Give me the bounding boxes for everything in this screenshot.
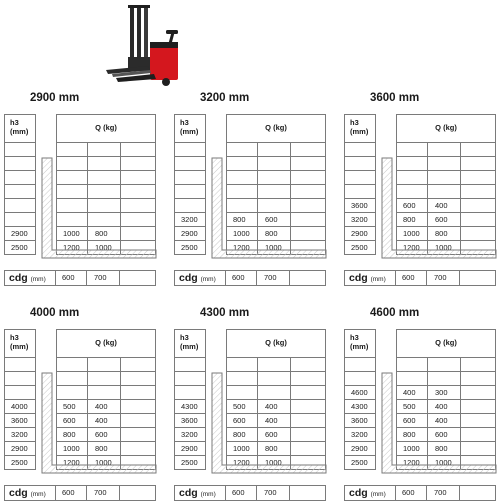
h3-row [174, 143, 206, 157]
cdg-value: 700 [427, 486, 460, 500]
h3-row: 2500 [174, 241, 206, 255]
h3-row [174, 157, 206, 171]
q-cell: 600 [258, 428, 291, 441]
q-cell [57, 143, 88, 156]
h3-row: 3600 [344, 199, 376, 213]
q-cell: 1000 [397, 227, 428, 240]
q-cell: 1200 [57, 456, 88, 469]
q-cell: 1000 [397, 442, 428, 455]
h3-row [344, 171, 376, 185]
q-header: Q (kg) [56, 114, 156, 143]
q-header: Q (kg) [396, 329, 496, 358]
h3-row [4, 185, 36, 199]
q-cell: 400 [88, 414, 121, 427]
cdg-label [174, 270, 226, 286]
h3-row: 3200 [344, 428, 376, 442]
fork-outline [42, 158, 156, 258]
cdg-values [226, 485, 326, 501]
capacity-panel [172, 307, 324, 499]
panel-title: 4300 mm [200, 307, 250, 319]
h3-row [4, 157, 36, 171]
cdg-unit: (mm) [370, 491, 386, 498]
h3-label: h3 [10, 118, 19, 127]
q-cell: 1000 [88, 241, 121, 254]
cdg-unit: (mm) [370, 276, 386, 283]
h3-unit: (mm) [180, 127, 199, 136]
q-header: Q (kg) [396, 114, 496, 143]
fork-diagram [206, 158, 328, 260]
q-cell: 800 [227, 213, 258, 226]
cdg-value: 700 [87, 486, 120, 500]
h3-unit: (mm) [10, 342, 29, 351]
h3-row [4, 358, 36, 372]
q-cell: 400 [428, 414, 461, 427]
q-cell: 800 [88, 227, 121, 240]
q-cell [428, 143, 461, 156]
h3-row: 4300 [344, 400, 376, 414]
q-cell: 1000 [227, 227, 258, 240]
h3-header [344, 114, 376, 143]
q-cell: 500 [227, 400, 258, 413]
cdg-values [226, 270, 326, 286]
h3-row: 4600 [344, 386, 376, 400]
h3-row [174, 199, 206, 213]
h3-row: 3600 [344, 414, 376, 428]
fork-outline [382, 373, 496, 473]
q-cell: 600 [88, 428, 121, 441]
q-cell: 1000 [57, 227, 88, 240]
h3-row: 3200 [174, 213, 206, 227]
q-cell [227, 143, 258, 156]
panel-title: 4600 mm [370, 307, 420, 319]
h3-label: h3 [180, 333, 189, 342]
q-cell: 600 [397, 199, 428, 212]
fork-diagram [376, 373, 498, 475]
electric-pallet-stacker-icon [104, 2, 194, 92]
q-cell: 1200 [397, 456, 428, 469]
cdg-value: 700 [87, 271, 120, 285]
q-cell: 800 [397, 213, 428, 226]
q-cell: 1000 [57, 442, 88, 455]
fork-diagram [36, 158, 158, 260]
q-cell: 600 [397, 414, 428, 427]
cdg-value: 700 [257, 486, 290, 500]
q-cell: 400 [258, 400, 291, 413]
h3-row: 2500 [174, 456, 206, 470]
h3-row: 4000 [4, 400, 36, 414]
h3-row: 2900 [174, 442, 206, 456]
fork-outline [212, 158, 326, 258]
cdg-text: cdg [349, 272, 368, 284]
q-header: Q (kg) [226, 329, 326, 358]
q-cell: 800 [258, 227, 291, 240]
h3-row [4, 213, 36, 227]
q-row [396, 358, 496, 372]
q-cell: 600 [227, 414, 258, 427]
fork-diagram [376, 158, 498, 260]
q-cell: 800 [397, 428, 428, 441]
q-cell: 800 [227, 428, 258, 441]
h3-row: 2500 [344, 241, 376, 255]
q-cell [88, 358, 121, 371]
h3-row [344, 143, 376, 157]
q-row [226, 358, 326, 372]
h3-row [174, 358, 206, 372]
q-cell: 800 [428, 442, 461, 455]
cdg-label [344, 485, 396, 501]
cdg-value: 600 [56, 486, 87, 500]
h3-row: 2500 [4, 241, 36, 255]
h3-row [4, 372, 36, 386]
cdg-label [4, 270, 56, 286]
q-cell [397, 143, 428, 156]
fork-diagram [206, 373, 328, 475]
cdg-value: 600 [396, 271, 427, 285]
cdg-value: 600 [56, 271, 87, 285]
h3-row [174, 372, 206, 386]
h3-row [4, 143, 36, 157]
cdg-unit: (mm) [30, 491, 46, 498]
h3-label: h3 [10, 333, 19, 342]
q-cell [258, 358, 291, 371]
q-cell [258, 143, 291, 156]
q-cell: 800 [57, 428, 88, 441]
q-cell: 1000 [227, 442, 258, 455]
h3-row: 2900 [344, 442, 376, 456]
cdg-value: 600 [226, 486, 257, 500]
capacity-panel [342, 307, 494, 499]
q-cell [88, 143, 121, 156]
h3-row: 3200 [344, 213, 376, 227]
cdg-text: cdg [349, 487, 368, 499]
cdg-values [56, 485, 156, 501]
h3-row: 2900 [4, 227, 36, 241]
q-cell: 600 [428, 428, 461, 441]
cdg-unit: (mm) [200, 491, 216, 498]
h3-label: h3 [350, 118, 359, 127]
q-cell: 600 [258, 213, 291, 226]
h3-row [344, 358, 376, 372]
panel-title: 2900 mm [30, 92, 80, 104]
q-header: Q (kg) [56, 329, 156, 358]
h3-row [344, 372, 376, 386]
h3-row [4, 199, 36, 213]
cdg-label [344, 270, 396, 286]
cdg-label [174, 485, 226, 501]
h3-row: 2900 [174, 227, 206, 241]
cdg-value: 700 [427, 271, 460, 285]
q-cell: 800 [258, 442, 291, 455]
h3-row: 3600 [4, 414, 36, 428]
q-cell: 400 [88, 400, 121, 413]
q-cell: 1200 [57, 241, 88, 254]
h3-row [4, 171, 36, 185]
capacity-panel [2, 92, 154, 284]
q-cell: 500 [57, 400, 88, 413]
q-cell: 300 [428, 386, 461, 399]
fork-outline [382, 158, 496, 258]
q-row [396, 143, 496, 157]
panel-title: 4000 mm [30, 307, 80, 319]
h3-row [4, 386, 36, 400]
h3-row: 2900 [344, 227, 376, 241]
q-cell: 1200 [227, 241, 258, 254]
panel-title: 3600 mm [370, 92, 420, 104]
q-cell: 1000 [428, 241, 461, 254]
cdg-values [396, 485, 496, 501]
capacity-panel [2, 307, 154, 499]
q-row [226, 143, 326, 157]
h3-unit: (mm) [180, 342, 199, 351]
h3-header [344, 329, 376, 358]
cdg-text: cdg [179, 272, 198, 284]
capacity-panel [342, 92, 494, 284]
h3-header [4, 114, 36, 143]
q-cell: 400 [428, 400, 461, 413]
cdg-label [4, 485, 56, 501]
q-cell: 1000 [88, 456, 121, 469]
h3-row [174, 386, 206, 400]
q-cell [397, 358, 428, 371]
q-cell: 1000 [258, 241, 291, 254]
cdg-unit: (mm) [200, 276, 216, 283]
q-header: Q (kg) [226, 114, 326, 143]
h3-row: 2900 [4, 442, 36, 456]
h3-row [344, 185, 376, 199]
q-cell [57, 358, 88, 371]
q-cell: 400 [397, 386, 428, 399]
q-cell: 500 [397, 400, 428, 413]
q-cell: 1000 [258, 456, 291, 469]
q-row [56, 358, 156, 372]
panel-title: 3200 mm [200, 92, 250, 104]
h3-header [4, 329, 36, 358]
cdg-text: cdg [9, 487, 28, 499]
h3-header [174, 114, 206, 143]
h3-row: 3200 [174, 428, 206, 442]
fork-outline [42, 373, 156, 473]
cdg-text: cdg [9, 272, 28, 284]
h3-unit: (mm) [350, 127, 369, 136]
cdg-values [56, 270, 156, 286]
h3-row: 4300 [174, 400, 206, 414]
h3-label: h3 [180, 118, 189, 127]
q-cell [227, 358, 258, 371]
q-cell: 400 [258, 414, 291, 427]
q-cell: 800 [428, 227, 461, 240]
q-cell: 1200 [227, 456, 258, 469]
q-cell: 400 [428, 199, 461, 212]
h3-row [174, 171, 206, 185]
h3-header [174, 329, 206, 358]
h3-row [344, 157, 376, 171]
h3-row [174, 185, 206, 199]
q-cell: 1200 [397, 241, 428, 254]
cdg-text: cdg [179, 487, 198, 499]
q-cell [428, 358, 461, 371]
h3-unit: (mm) [350, 342, 369, 351]
q-cell: 600 [57, 414, 88, 427]
q-cell: 800 [88, 442, 121, 455]
cdg-values [396, 270, 496, 286]
cdg-value: 600 [226, 271, 257, 285]
q-cell: 1000 [428, 456, 461, 469]
h3-label: h3 [350, 333, 359, 342]
h3-row: 3600 [174, 414, 206, 428]
h3-row: 3200 [4, 428, 36, 442]
cdg-value: 700 [257, 271, 290, 285]
cdg-value: 600 [396, 486, 427, 500]
q-row [56, 143, 156, 157]
h3-row: 2500 [4, 456, 36, 470]
capacity-panel [172, 92, 324, 284]
h3-row: 2500 [344, 456, 376, 470]
q-cell: 600 [428, 213, 461, 226]
fork-diagram [36, 373, 158, 475]
cdg-unit: (mm) [30, 276, 46, 283]
h3-unit: (mm) [10, 127, 29, 136]
fork-outline [212, 373, 326, 473]
